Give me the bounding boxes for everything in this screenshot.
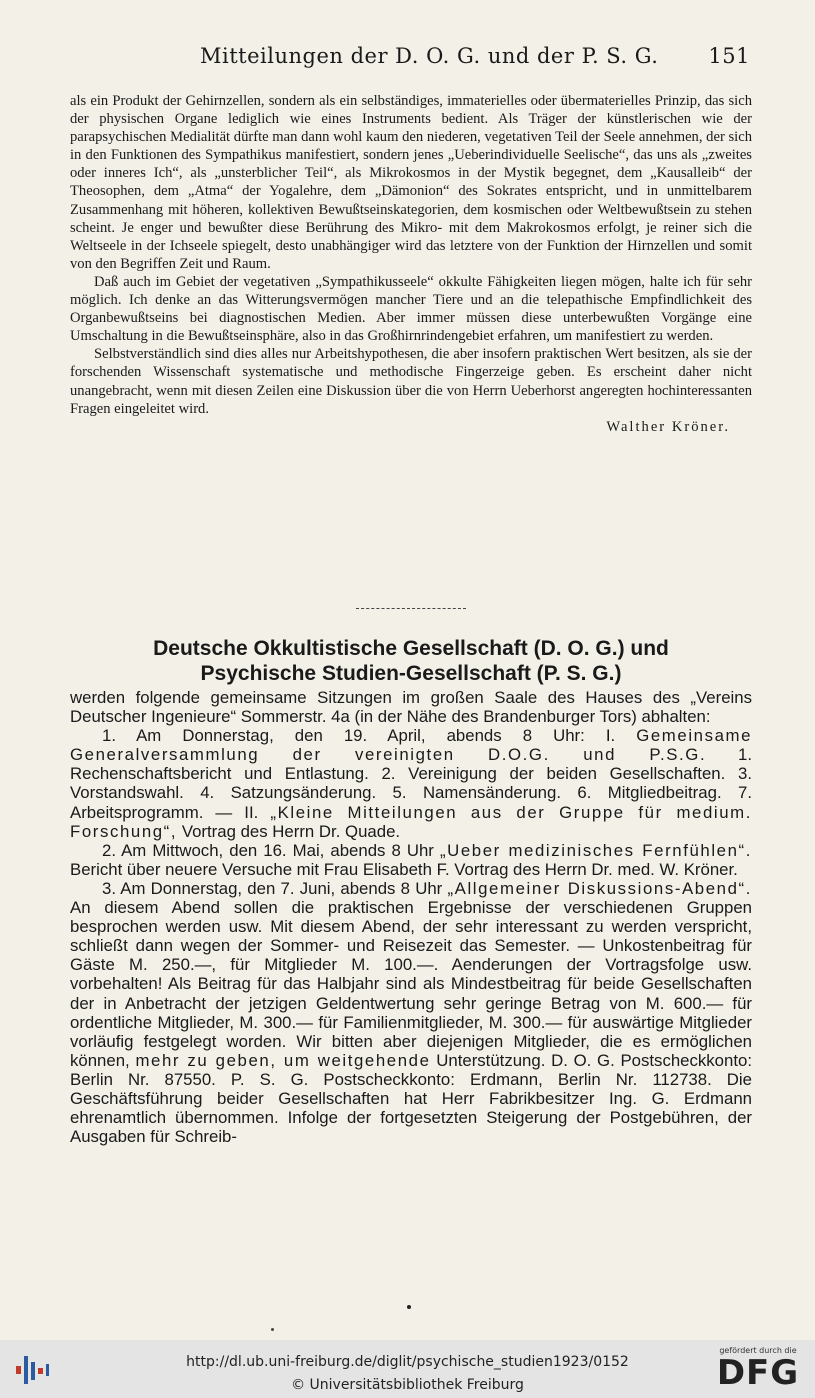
item-text: Unterstützung. D. O. G. Postscheckkonto: Berlin Nr. 87550. P. S. G. Postscheckkonto: Erdmann, Berlin Nr. 112738. Die Geschäftsführung beider Gesellschaften hat Herr Fabrikbesitzer Ing. G. Erdmann ehrenamtlich übernommen. Infolge der fortgesetzten Steigerung der Postgebühren, der Ausgaben für Schreib- — [70, 1050, 752, 1147]
dfg-wordmark: DFG — [716, 1353, 800, 1393]
item-emphasis: mehr zu geben, um weitgehende — [135, 1050, 431, 1070]
item-text: 2. Am Mittwoch, den 16. Mai, abends 8 Uhr — [102, 840, 434, 860]
item-text: Vortrag des Herrn Dr. Quade. — [181, 821, 401, 841]
session-item-1 — [70, 726, 752, 841]
dfg-caption: gefördert durch die — [719, 1346, 797, 1355]
item-text: Bericht über neuere Versuche mit Frau Elisabeth F. Vortrag des Herrn Dr. med. W. Kröner. — [70, 859, 738, 879]
permalink-link[interactable]: http://dl.ub.uni-freiburg.de/diglit/psychische_studien1923/0152 — [186, 1354, 629, 1370]
item-text: 3. Am Donnerstag, den 7. Juni, abends 8 Uhr — [102, 878, 443, 898]
ink-speck — [407, 1305, 411, 1309]
running-head — [70, 44, 750, 74]
item-text: 1. Am Donnerstag, den 19. April, abends 8 Uhr: I. — [102, 726, 616, 746]
running-title: Mitteilungen der D. O. G. und der P. S. G. — [200, 44, 659, 68]
paragraph: Selbstverständlich sind dies alles nur Arbeitshypothesen, die aber insofern praktischen Wert besitzen, als sie der forschenden Wissenschaft systematische und methodische Fingerzeige geben. Es erscheint daher nicht unangebracht, wenn mit diesen Zeilen eine Diskussion über die von Herrn Ueberhorst angeregten hochinteressanten Fragen eingeleitet wird. — [70, 346, 752, 417]
paragraph: als ein Produkt der Gehirnzellen, sondern als ein selbständiges, immaterielles oder übermaterielles Prinzip, das sich der physischen Organe lediglich wie eines Instruments bedient. Als Träger der künstlerischen wie der parapsychischen Medialität dürfte man dann wohl kaum den niederen, vegetativen Teil der Seele annehmen, der sich in den Funktionen des Sympathikus manifestiert, sondern jenes „Ueberindividuelle Seelische“, das uns als „zweites oder inneres Ich“, als „unsterblicher Teil“, als Mikrokosmos in der Mystik begegnet, dem „Kausalleib“ der Theosophen, dem „Atma“ der Yogalehre, dem „Dämonion“ des Sokrates entspricht, und in unmittelbarem Zusammenhang mit höheren, kollektiven Bewußtseinskategorien, dem kosmischen oder Weltbewußtsein zu stehen scheint. Je enger und bewußter diese Berührung des Mikro- mit dem Makrokosmos erfolgt, je reiner sich die Weltseele in der Ichseele spiegelt, desto unabhängiger wird das letztere von der Funktion der Hirnzellen und somit von den Begriffen Zeit und Raum. — [70, 93, 752, 272]
article-kroener — [70, 92, 752, 436]
heading-line: Deutsche Okkultistische Gesellschaft (D. O. G.) und — [153, 637, 669, 660]
copyright-text: © Universitätsbibliothek Freiburg — [291, 1377, 524, 1393]
session-item-3 — [70, 879, 752, 1146]
viewer-footer — [0, 1340, 815, 1398]
item-emphasis: „Ueber medizinisches Fernfühlen“. — [439, 840, 752, 860]
announcement-heading — [70, 636, 752, 686]
item-text: An diesem Abend sollen die praktischen Ergebnisse der verschiedenen Gruppen besprochen werden usw. Mit diesem Abend, der sehr interessant zu werden verspricht, schließt dann wegen der Sommer- und Reisezeit das Semester. — Unkostenbeitrag für Gäste M. 250.—, für Mitglieder M. 100.—. Aenderungen der Vortragsfolge usw. vorbehalten! Als Beitrag für das Halbjahr sind als Mindestbeitrag für beide Gesellschaften der in Anbetracht der jetzigen Geldentwertung sehr geringe Betrag von M. 600.— für ordentliche Mitglieder, M. 300.— für Familienmitglieder, M. 300.— für auswärtige Mitglieder vorläufig festgelegt worden. Wir bitten aber diejenigen Mitglieder, die es ermöglichen können, — [70, 898, 752, 1070]
item-text: 1. Rechenschaftsbericht und Entlastung. 2. Vereinigung der beiden Gesellschaften. 3. Vorstandswahl. 4. Satzungsänderung. 5. Namensänderung. 6. Mitgliedbeitrag. 7. Arbeitsprogramm. — II. — [70, 745, 752, 822]
session-item-2 — [70, 841, 752, 879]
announcement-body — [70, 688, 752, 1146]
author-signature: Walther Kröner. — [606, 418, 730, 435]
item-emphasis: Gemeinsame Generalversammlung der vereinigten D.O.G. und P.S.G. — [70, 726, 753, 765]
item-emphasis: „Kleine Mitteilungen aus der Gruppe für medium. Forschung“, — [70, 802, 753, 841]
dfg-logo-icon — [713, 1346, 803, 1394]
paragraph: werden folgende gemeinsame Sitzungen im großen Saale des Hauses des „Vereins Deutscher Ingenieure“ Sommerstr. 4a (in der Nähe des Brandenburger Tors) abhalten: — [70, 688, 752, 727]
item-emphasis: „Allgemeiner Diskussions-Abend“. — [447, 878, 752, 898]
section-divider — [356, 608, 466, 611]
ink-speck — [271, 1328, 274, 1331]
paragraph: Daß auch im Gebiet der vegetativen „Sympathikusseele“ okkulte Fähigkeiten liegen mögen, halte ich für sehr möglich. Ich denke an das Witterungsvermögen mancher Tiere und an die telepathische Empfindlichkeit des Organbewußtseins bei diagnostischen Medien. Aber immer müssen diese unterbewußten Vorgänge eine Umschaltung in die Bewußtseinsphäre, also in das Großhirnrindengebiet erfahren, um manifestiert zu werden. — [70, 273, 752, 345]
page-number: 151 — [708, 44, 750, 68]
heading-line: Psychische Studien-Gesellschaft (P. S. G.) — [200, 662, 622, 685]
